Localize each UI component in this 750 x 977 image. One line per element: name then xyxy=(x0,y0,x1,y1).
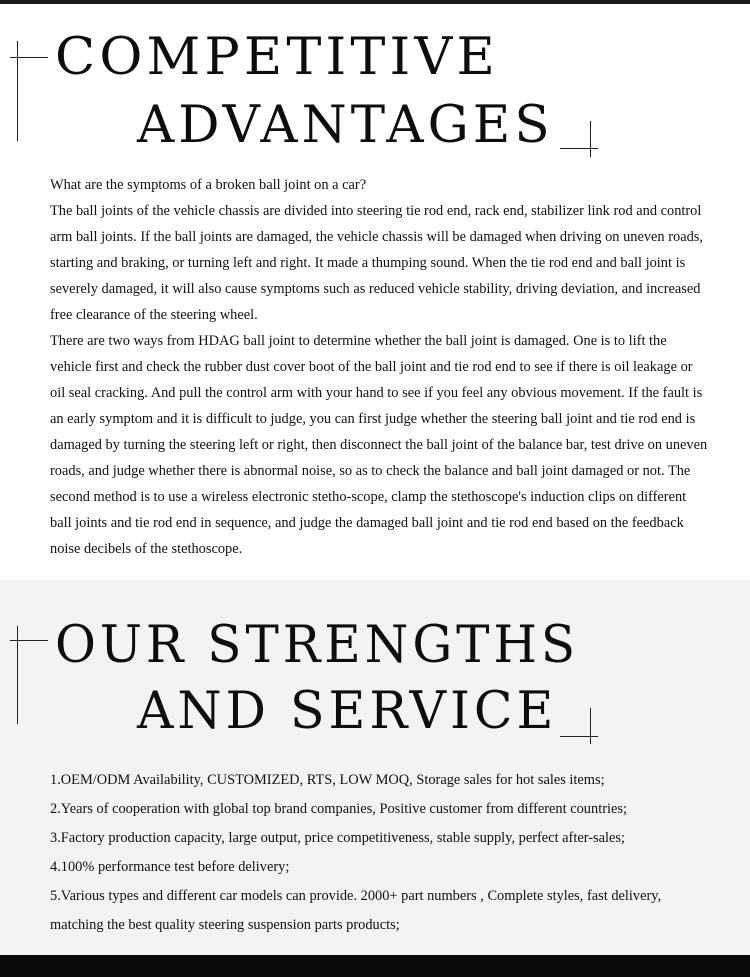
article-body xyxy=(50,172,710,562)
article-paragraph-symptoms: The ball joints of the vehicle chassis are divided into steering tie rod end, rack end, stabilizer link rod and control arm ball joints. If the ball joints are damaged, the vehicle chassis will be damaged when driving on uneven roads, starting and braking, or turning left and right. It made a thumping sound. When the tie rod end and ball joint is severely damaged, it will also cause symptoms such as reduced vehicle stability, driving deviation, and increased free clearance of the steering wheel. xyxy=(50,203,703,323)
list-item: 2.Years of cooperation with global top brand companies, Positive customer from different countries; xyxy=(50,801,627,817)
article-paragraph-diagnosis: There are two ways from HDAG ball joint to determine whether the ball joint is damaged. One is to lift the vehicle first and check the rubber dust cover boot of the ball joint and tie rod end to see if there is oil leakage or oil seal cracking. And pull the control arm with your hand to see if you feel any obvious movement. If the fault is an early symptom and it is difficult to judge, you can first judge whether the steering ball joint and tie rod end is damaged by turning the steering left or right, then disconnect the ball joint of the balance bar, test drive on uneven roads, and judge whether there is abnormal noise, so as to check the balance and ball joint damaged or not. The second method is to use a wireless electronic stetho-scope, clamp the stethoscope's induction clips on different ball joints and tie rod end in sequence, and judge the damaged ball joint and tie rod end based on the feedback noise decibels of the stethoscope. xyxy=(50,333,708,557)
section-heading-line1: COMPETITIVE xyxy=(55,28,499,87)
section-heading-line2: ADVANTAGES xyxy=(137,96,554,155)
article-question: What are the symptoms of a broken ball joint on a car? xyxy=(50,177,367,193)
strengths-list xyxy=(50,766,710,940)
list-item: 5.Various types and different car models can provide. 2000+ part numbers , Complete styles, fast delivery, matching the best quality steering suspension parts products; xyxy=(50,888,662,933)
bottom-bar xyxy=(0,955,750,977)
section-heading-line1: OUR STRENGTHS xyxy=(55,616,580,675)
list-item: 4.100% performance test before delivery; xyxy=(50,859,290,875)
strengths-service-section xyxy=(0,580,750,955)
competitive-advantages-section xyxy=(0,4,750,580)
list-item: 3.Factory production capacity, large output, price competitiveness, stable supply, perfect after-sales; xyxy=(50,830,626,846)
list-item: 1.OEM/ODM Availability, CUSTOMIZED, RTS, LOW MOQ, Storage sales for hot sales items; xyxy=(50,772,605,788)
section-heading-line2: AND SERVICE xyxy=(137,682,558,741)
